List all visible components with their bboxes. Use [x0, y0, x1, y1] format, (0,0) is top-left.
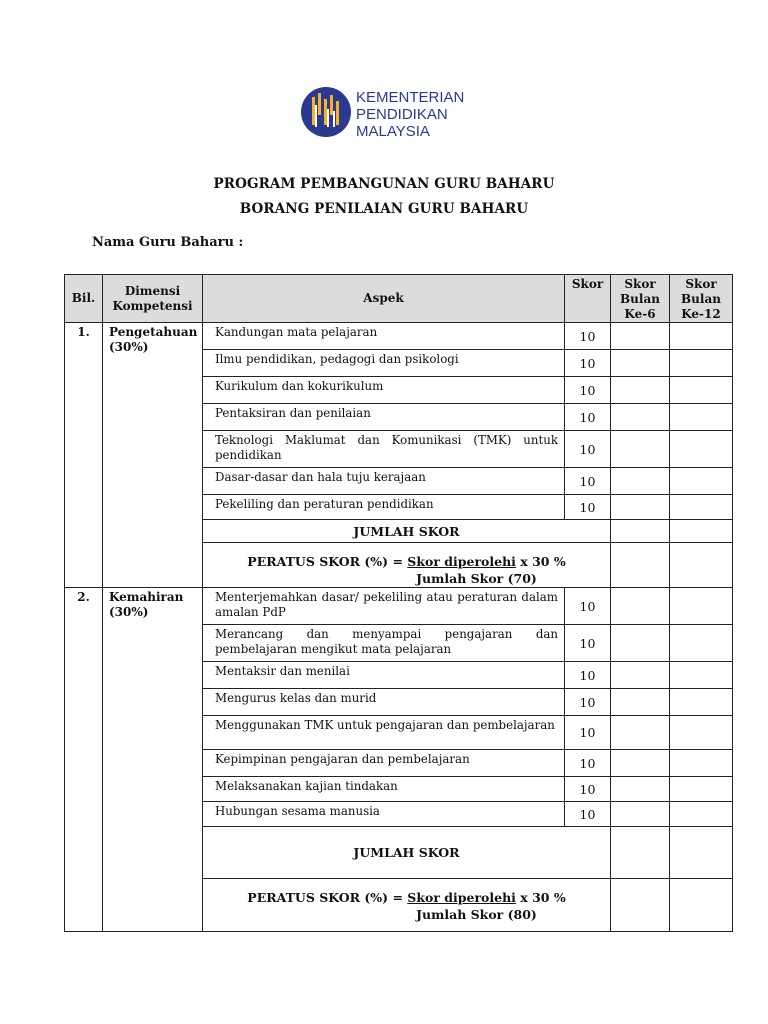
logo-line-1: KEMENTERIAN: [356, 89, 465, 106]
dimension-weight: (30%): [109, 605, 149, 619]
aspect-text: Kepimpinan pengajaran dan pembelajaran: [203, 750, 565, 777]
aspect-text: Dasar-dasar dan hala tuju kerajaan: [203, 468, 565, 495]
percentage-month-6-cell[interactable]: [611, 879, 670, 932]
table-header-row: [65, 275, 733, 323]
aspect-text: Kandungan mata pelajaran: [203, 323, 565, 350]
score-month-6-cell[interactable]: [611, 323, 670, 350]
document-title: PROGRAM PEMBANGUNAN GURU BAHARU: [213, 176, 555, 192]
max-score: 10: [565, 750, 611, 777]
aspect-text: Menggunakan TMK untuk pengajaran dan pembelajaran: [203, 716, 565, 750]
score-month-12-cell[interactable]: [670, 431, 733, 468]
dimension-name: Pengetahuan: [109, 325, 198, 339]
score-month-6-cell[interactable]: [611, 468, 670, 495]
score-month-12-cell[interactable]: [670, 750, 733, 777]
score-month-12-cell[interactable]: [670, 689, 733, 716]
score-month-12-cell[interactable]: [670, 588, 733, 625]
header-skor-bulan-6: Skor Bulan Ke-6: [611, 275, 670, 323]
total-label: JUMLAH SKOR: [203, 520, 611, 543]
score-month-6-cell[interactable]: [611, 662, 670, 689]
score-month-12-cell[interactable]: [670, 495, 733, 520]
logo-line-3: MALAYSIA: [356, 123, 430, 140]
score-month-6-cell[interactable]: [611, 750, 670, 777]
max-score: 10: [565, 689, 611, 716]
total-month-6-cell[interactable]: [611, 827, 670, 879]
score-month-6-cell[interactable]: [611, 689, 670, 716]
score-month-6-cell[interactable]: [611, 625, 670, 662]
score-month-12-cell[interactable]: [670, 377, 733, 404]
header-skor: Skor: [565, 275, 611, 323]
document-subtitle: BORANG PENILAIAN GURU BAHARU: [239, 201, 529, 217]
max-score: 10: [565, 662, 611, 689]
score-month-12-cell[interactable]: [670, 350, 733, 377]
dimension-cell: [103, 588, 203, 932]
aspect-text: Merancang dan menyampai pengajaran dan pembelajaran mengikut mata pelajaran: [203, 625, 565, 662]
max-score: 10: [565, 777, 611, 802]
max-score: 10: [565, 495, 611, 520]
score-month-6-cell[interactable]: [611, 377, 670, 404]
table-row: [65, 588, 733, 625]
score-month-6-cell[interactable]: [611, 350, 670, 377]
max-score: 10: [565, 404, 611, 431]
table-row: [65, 323, 733, 350]
header-bil: Bil.: [65, 275, 103, 323]
aspect-text: Ilmu pendidikan, pedagogi dan psikologi: [203, 350, 565, 377]
score-month-12-cell[interactable]: [670, 625, 733, 662]
score-month-12-cell[interactable]: [670, 802, 733, 827]
max-score: 10: [565, 802, 611, 827]
max-score: 10: [565, 468, 611, 495]
percentage-formula: PERATUS SKOR (%) = Skor diperolehi x 30 % Jumlah Skor (70): [203, 543, 611, 588]
percentage-month-12-cell[interactable]: [670, 879, 733, 932]
aspect-text: Hubungan sesama manusia: [203, 802, 565, 827]
score-month-6-cell[interactable]: [611, 588, 670, 625]
dimension-cell: [103, 323, 203, 588]
score-month-12-cell[interactable]: [670, 323, 733, 350]
score-month-12-cell[interactable]: [670, 662, 733, 689]
score-month-6-cell[interactable]: [611, 777, 670, 802]
score-month-6-cell[interactable]: [611, 495, 670, 520]
header-aspek: Aspek: [203, 275, 565, 323]
nama-guru-label: Nama Guru Baharu :: [92, 235, 244, 250]
aspect-text: Pentaksiran dan penilaian: [203, 404, 565, 431]
header-skor-bulan-12: Skor Bulan Ke-12: [670, 275, 733, 323]
percentage-month-6-cell[interactable]: [611, 543, 670, 588]
aspect-text: Pekeliling dan peraturan pendidikan: [203, 495, 565, 520]
score-month-12-cell[interactable]: [670, 716, 733, 750]
section-number: 2.: [65, 588, 103, 932]
percentage-month-12-cell[interactable]: [670, 543, 733, 588]
assessment-table: [64, 274, 733, 932]
dimension-name: Kemahiran: [109, 590, 184, 604]
max-score: 10: [565, 377, 611, 404]
total-month-12-cell[interactable]: [670, 827, 733, 879]
percentage-formula: PERATUS SKOR (%) = Skor diperolehi x 30 % Jumlah Skor (80): [203, 879, 611, 932]
aspect-text: Kurikulum dan kokurikulum: [203, 377, 565, 404]
aspect-text: Mengurus kelas dan murid: [203, 689, 565, 716]
aspect-text: Melaksanakan kajian tindakan: [203, 777, 565, 802]
header-dimensi: Dimensi Kompetensi: [103, 275, 203, 323]
score-month-12-cell[interactable]: [670, 468, 733, 495]
score-month-6-cell[interactable]: [611, 716, 670, 750]
max-score: 10: [565, 350, 611, 377]
logo-line-2: PENDIDIKAN: [356, 106, 448, 123]
max-score: 10: [565, 431, 611, 468]
aspect-text: Menterjemahkan dasar/ pekeliling atau peraturan dalam amalan PdP: [203, 588, 565, 625]
kpm-logo: [300, 85, 475, 141]
total-month-6-cell[interactable]: [611, 520, 670, 543]
max-score: 10: [565, 625, 611, 662]
score-month-6-cell[interactable]: [611, 404, 670, 431]
max-score: 10: [565, 716, 611, 750]
score-month-6-cell[interactable]: [611, 431, 670, 468]
total-month-12-cell[interactable]: [670, 520, 733, 543]
aspect-text: Mentaksir dan menilai: [203, 662, 565, 689]
max-score: 10: [565, 588, 611, 625]
aspect-text: Teknologi Maklumat dan Komunikasi (TMK) untuk pendidikan: [203, 431, 565, 468]
section-number: 1.: [65, 323, 103, 588]
total-label: JUMLAH SKOR: [203, 827, 611, 879]
score-month-6-cell[interactable]: [611, 802, 670, 827]
score-month-12-cell[interactable]: [670, 777, 733, 802]
max-score: 10: [565, 323, 611, 350]
dimension-weight: (30%): [109, 340, 149, 354]
score-month-12-cell[interactable]: [670, 404, 733, 431]
